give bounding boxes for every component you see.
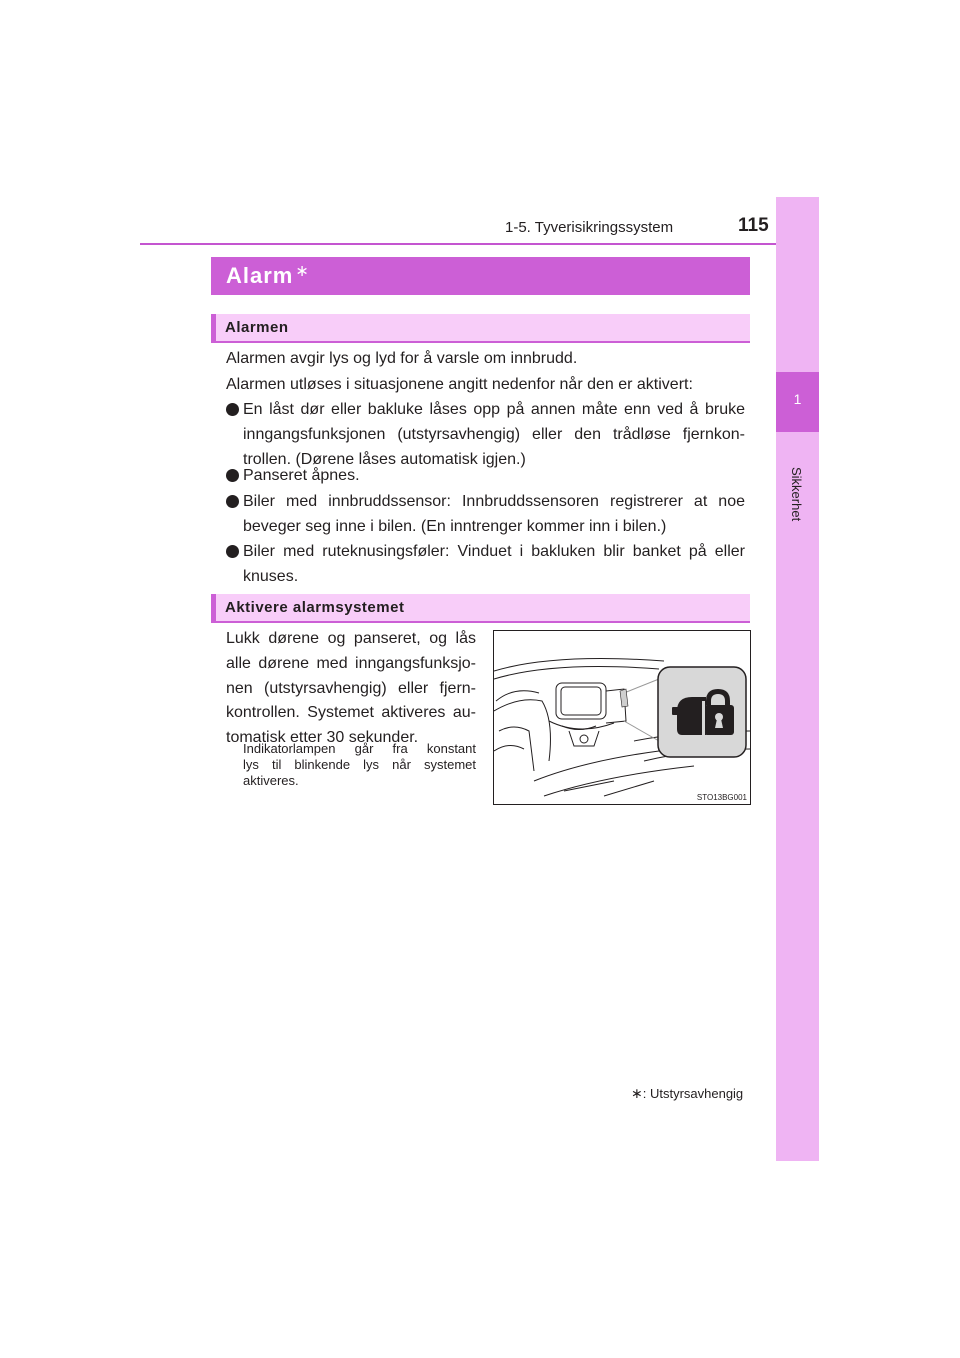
bullet-line: Panseret åpnes.: [243, 467, 360, 484]
note-line: Indikatorlampen går fra konstant: [243, 741, 476, 756]
header-rule: [140, 243, 790, 245]
chapter-number-tab: [776, 372, 819, 432]
heading-accent-bar: [211, 314, 216, 341]
note-line: aktiveres.: [243, 773, 299, 788]
footnote-marker: ∗: [631, 1085, 643, 1101]
chapter-number: 1: [793, 391, 802, 407]
paragraph-line: kontrollen. Systemet aktiveres au-: [226, 704, 476, 721]
section-heading-text: Aktivere alarmsystemet: [225, 599, 405, 616]
figure-code: STO13BG001: [696, 793, 747, 802]
note-line: lys til blinkende lys når systemet: [243, 757, 476, 772]
page-title: [226, 263, 310, 289]
paragraph: Alarmen utløses i situasjonene angitt nedenfor når den er aktivert:: [226, 376, 693, 393]
paragraph-line: tomatisk etter 30 sekunder.: [226, 729, 419, 746]
bullet-line: beveger seg inne i bilen. (En inntrenger kommer inn i bilen.): [243, 518, 667, 535]
page-title-text: Alarm: [226, 263, 294, 288]
section-heading-alarmen: [211, 314, 750, 343]
bullet-line: Biler med innbruddssensor: Innbruddssensoren registrerer at noe: [243, 493, 745, 510]
section-heading-text: Alarmen: [225, 319, 289, 336]
bullet-line: inngangsfunksjonen (utstyrsavhengig) eller den trådløse fjernkon-: [243, 426, 745, 443]
paragraph: Alarmen avgir lys og lyd for å varsle om innbrudd.: [226, 350, 578, 367]
title-marker: ∗: [295, 263, 310, 280]
footnote: [631, 1085, 743, 1102]
bullet-line: Biler med ruteknusingsføler: Vinduet i bakluken blir banket på eller: [243, 543, 745, 560]
footnote-text: : Utstyrsavhengig: [642, 1086, 744, 1101]
chapter-label: Sikkerhet: [789, 467, 804, 522]
chapter-side-tab: [776, 197, 819, 1161]
bullet-icon: [226, 403, 239, 416]
dashboard-drawing: [494, 631, 750, 804]
paragraph-line: nen (utstyrsavhengig) eller fjern-: [226, 680, 476, 697]
paragraph-line: Lukk dørene og panseret, og lås: [226, 630, 476, 647]
bullet-icon: [226, 469, 239, 482]
bullet-icon: [226, 545, 239, 558]
dashboard-illustration: [493, 630, 751, 805]
section-header: 1-5. Tyverisikringssystem: [505, 219, 674, 236]
bullet-line: knuses.: [243, 568, 299, 585]
chapter-label-wrap: [768, 467, 828, 522]
bullet-icon: [226, 495, 239, 508]
paragraph-line: alle dørene med inngangsfunksjo-: [226, 655, 476, 672]
bullet-line: trollen. (Dørene låses automatisk igjen.): [243, 451, 526, 468]
bullet-line: En låst dør eller bakluke låses opp på annen måte enn ved å bruke: [243, 401, 745, 418]
heading-accent-bar: [211, 594, 216, 621]
section-heading-aktivere: [211, 594, 750, 623]
page-number: 115: [738, 215, 769, 236]
